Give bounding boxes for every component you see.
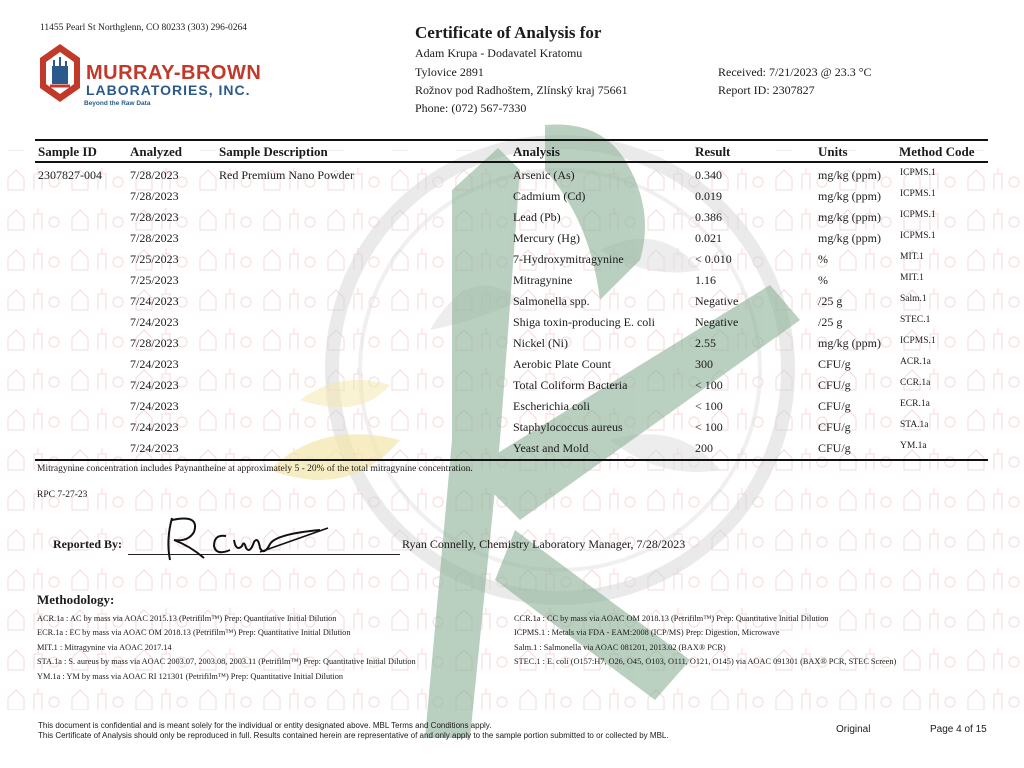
cell-analyzed: 7/25/2023	[130, 273, 179, 287]
cell-method-code: ICPMS.1	[900, 168, 936, 178]
cell-units: CFU/g	[818, 420, 851, 434]
cell-result: 300	[695, 357, 713, 371]
cell-method-code: STA.1a	[900, 420, 929, 430]
cell-analyzed: 7/28/2023	[130, 168, 179, 182]
table-row	[35, 357, 990, 378]
cell-units: /25 g	[818, 294, 843, 308]
client-street: Tylovice 2891	[415, 65, 484, 79]
cell-method-code: ICPMS.1	[900, 210, 936, 220]
cell-result: 200	[695, 441, 713, 455]
table-header-rule	[35, 161, 988, 163]
header-analysis: Analysis	[513, 144, 560, 159]
cell-result: Negative	[695, 294, 739, 308]
page-number: Page 4 of 15	[930, 724, 987, 735]
cell-analysis: 7-Hydroxymitragynine	[513, 252, 624, 266]
cell-units: mg/kg (ppm)	[818, 336, 881, 350]
cell-method-code: ACR.1a	[900, 357, 931, 367]
methodology-item: STEC.1 : E. coli (O157:H7, O26, O45, O103, O111, O121, O145) via AOAC 091301 (BAX® PCR, STEC Screen)	[514, 657, 897, 666]
methodology-item: ACR.1a : AC by mass via AOAC 2015.13 (Petrifilm™) Prep: Quantitative Initial Dilution	[37, 614, 337, 623]
cell-sample-description: Red Premium Nano Powder	[219, 168, 354, 182]
cell-result: < 100	[695, 378, 723, 392]
cell-method-code: STEC.1	[900, 315, 931, 325]
table-row	[35, 168, 990, 189]
cell-analysis: Lead (Pb)	[513, 210, 561, 224]
cell-sample-id: 2307827-004	[38, 168, 102, 182]
cell-method-code: YM.1a	[900, 441, 927, 451]
signature-image	[160, 510, 330, 566]
cell-method-code: ICPMS.1	[900, 231, 936, 241]
header-result: Result	[695, 144, 731, 159]
cell-method-code: MIT.1	[900, 252, 924, 262]
table-row	[35, 252, 990, 273]
cell-units: mg/kg (ppm)	[818, 189, 881, 203]
cell-analysis: Arsenic (As)	[513, 168, 575, 182]
table-row	[35, 210, 990, 231]
rpc-code: RPC 7-27-23	[37, 490, 88, 500]
cell-analysis: Shiga toxin-producing E. coli	[513, 315, 655, 329]
cell-analyzed: 7/24/2023	[130, 420, 179, 434]
client-city: Rožnov pod Radhoštem, Zlínský kraj 75661	[415, 83, 628, 97]
cell-units: mg/kg (ppm)	[818, 231, 881, 245]
cell-units: mg/kg (ppm)	[818, 210, 881, 224]
cell-method-code: ICPMS.1	[900, 336, 936, 346]
cell-method-code: MIT.1	[900, 273, 924, 283]
cell-analysis: Yeast and Mold	[513, 441, 589, 455]
cell-method-code: ICPMS.1	[900, 189, 936, 199]
received-info: Received: 7/21/2023 @ 23.3 °C	[718, 65, 872, 79]
original-label: Original	[836, 724, 871, 735]
header-units: Units	[818, 144, 848, 159]
cell-analyzed: 7/28/2023	[130, 189, 179, 203]
cell-result: 0.021	[695, 231, 722, 245]
cell-analyzed: 7/24/2023	[130, 357, 179, 371]
cell-result: Negative	[695, 315, 739, 329]
methodology-item: MIT.1 : Mitragynine via AOAC 2017.14	[37, 643, 172, 652]
client-name: Adam Krupa - Dodavatel Kratomu	[415, 46, 583, 60]
cell-units: %	[818, 273, 828, 287]
cell-result: < 100	[695, 399, 723, 413]
header-method-code: Method Code	[899, 144, 975, 159]
logo-name-line1: MURRAY-BROWN	[86, 62, 262, 84]
methodology-title: Methodology:	[37, 592, 115, 607]
cell-analysis: Nickel (Ni)	[513, 336, 568, 350]
cell-method-code: CCR.1a	[900, 378, 931, 388]
cell-analyzed: 7/28/2023	[130, 336, 179, 350]
report-id: Report ID: 2307827	[718, 83, 815, 97]
header-sample-id: Sample ID	[38, 144, 97, 159]
cell-analysis: Salmonella spp.	[513, 294, 590, 308]
cell-analyzed: 7/28/2023	[130, 231, 179, 245]
table-row	[35, 420, 990, 441]
cell-units: /25 g	[818, 315, 843, 329]
logo-name-line2: LABORATORIES, INC.	[86, 82, 251, 98]
methodology-item: CCR.1a : CC by mass via AOAC OM 2018.13 (Petrifilm™) Prep: Quantitative Initial Dilution	[514, 614, 829, 623]
methodology-item: STA.1a : S. aureus by mass via AOAC 2003.07, 2003.08, 2003.11 (Petrifilm™) Prep: Quantitative Initial Dilution	[37, 657, 416, 666]
cell-analyzed: 7/24/2023	[130, 399, 179, 413]
cell-result: 0.019	[695, 189, 722, 203]
table-row	[35, 399, 990, 420]
mitragynine-note: Mitragynine concentration includes Paynantheine at approximately 5 - 20% of the total mitragynine concentration.	[37, 464, 473, 474]
table-row	[35, 273, 990, 294]
cell-method-code: Salm.1	[900, 294, 927, 304]
table-row	[35, 315, 990, 336]
methodology-item: Salm.1 : Salmonella via AOAC 081201, 2013.02 (BAX® PCR)	[514, 643, 726, 652]
reported-by-label: Reported By:	[53, 537, 122, 551]
cell-analysis: Aerobic Plate Count	[513, 357, 611, 371]
cell-result: 0.386	[695, 210, 722, 224]
cell-analyzed: 7/24/2023	[130, 441, 179, 455]
cell-analysis: Mercury (Hg)	[513, 231, 580, 245]
table-row	[35, 231, 990, 252]
cell-analysis: Cadmium (Cd)	[513, 189, 586, 203]
cell-method-code: ECR.1a	[900, 399, 930, 409]
footer-reproduction-line: This Certificate of Analysis should only be reproduced in full. Results contained herein are representative of and only apply to the sample portion submitted to or collected by MBL.	[38, 731, 669, 740]
cell-analysis: Mitragynine	[513, 273, 573, 287]
reported-by-name: Ryan Connelly, Chemistry Laboratory Manager, 7/28/2023	[402, 537, 686, 551]
cell-units: mg/kg (ppm)	[818, 168, 881, 182]
header-analyzed: Analyzed	[130, 144, 182, 159]
cell-result: 1.16	[695, 273, 716, 287]
cell-analyzed: 7/28/2023	[130, 210, 179, 224]
lab-address: 11455 Pearl St Northglenn, CO 80233 (303) 296-0264	[40, 23, 248, 33]
methodology-item: ECR.1a : EC by mass via AOAC OM 2018.13 (Petrifilm™) Prep: Quantitative Initial Dilution	[37, 628, 351, 637]
client-phone: Phone: (072) 567-7330	[415, 101, 527, 115]
cell-result: 0.340	[695, 168, 722, 182]
logo-tagline: Beyond the Raw Data	[84, 100, 151, 107]
cell-analyzed: 7/24/2023	[130, 294, 179, 308]
methodology-item: YM.1a : YM by mass via AOAC RI 121301 (Petrifilm™) Prep: Quantitative Initial Dilution	[37, 672, 344, 681]
table-top-rule	[35, 139, 988, 141]
cell-result: < 0.010	[695, 252, 732, 266]
lab-logo	[36, 38, 276, 110]
cell-units: CFU/g	[818, 357, 851, 371]
cell-analyzed: 7/24/2023	[130, 315, 179, 329]
cell-units: CFU/g	[818, 378, 851, 392]
methodology-item: ICPMS.1 : Metals via FDA - EAM:2008 (ICP/MS) Prep: Digestion, Microwave	[514, 628, 780, 637]
cell-result: < 100	[695, 420, 723, 434]
certificate-title: Certificate of Analysis for	[415, 23, 602, 42]
cell-units: CFU/g	[818, 399, 851, 413]
cell-units: CFU/g	[818, 441, 851, 455]
header-sample-description: Sample Description	[219, 144, 328, 159]
table-row	[35, 336, 990, 357]
table-row	[35, 378, 990, 399]
cell-analysis: Total Coliform Bacteria	[513, 378, 628, 392]
cell-result: 2.55	[695, 336, 716, 350]
cell-analyzed: 7/24/2023	[130, 378, 179, 392]
cell-units: %	[818, 252, 828, 266]
table-bottom-rule	[35, 459, 988, 461]
table-row	[35, 294, 990, 315]
cell-analysis: Staphylococcus aureus	[513, 420, 623, 434]
cell-analyzed: 7/25/2023	[130, 252, 179, 266]
table-row	[35, 189, 990, 210]
cell-analysis: Escherichia coli	[513, 399, 590, 413]
footer-confidential-line: This document is confidential and is meant solely for the individual or entity designated above. MBL Terms and Conditions apply.	[38, 721, 492, 730]
